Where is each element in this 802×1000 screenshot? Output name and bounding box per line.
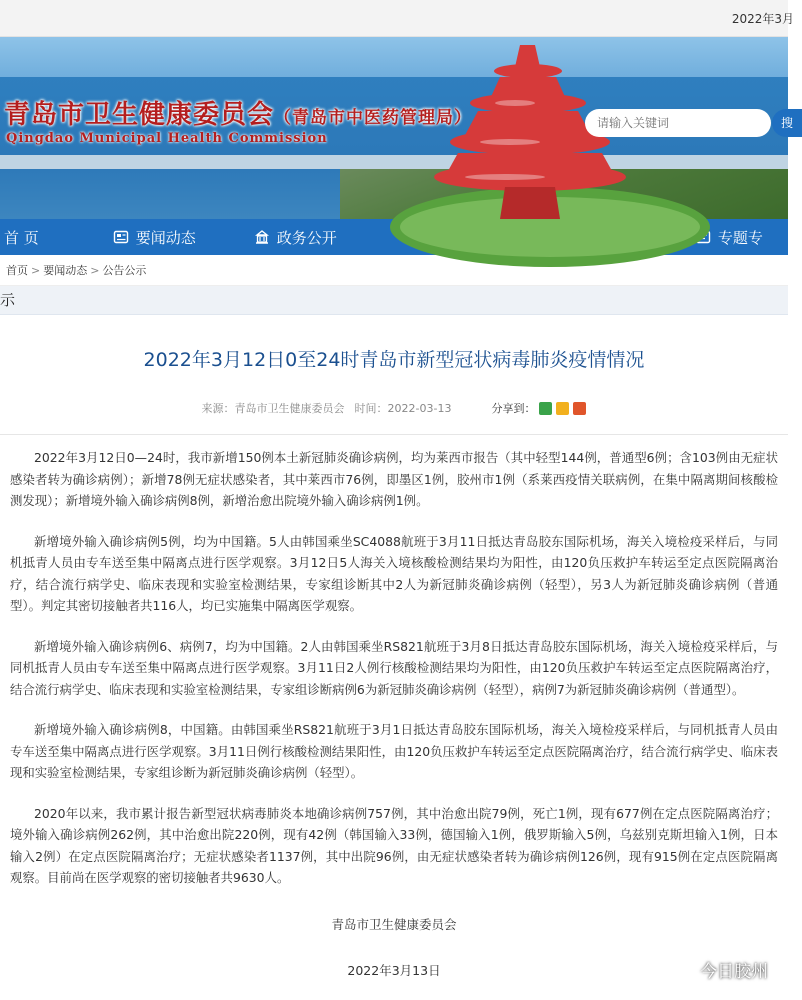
nav-news-label: 要闻动态 <box>135 228 196 247</box>
breadcrumb-news[interactable]: 要闻动态 <box>43 264 88 277</box>
weibo-share-icon[interactable] <box>573 402 586 415</box>
site-title-sub: （青岛市中医药管理局） <box>274 108 473 128</box>
news-icon <box>113 229 129 245</box>
article-paragraph: 新增境外输入确诊病例5例，均为中国籍。5人由韩国乘坐SC4088航班于3月11日抵达青岛胶东国际机场，海关入境检疫采样后，与同机抵青人员由专车送至集中隔离点进行医学观察。3月12日5人海关入境核酸检测结果均为阳性，由120负压救护车转运至定点医院隔离治疗，结合流行病学史、临床表现和实验室检测结果，专家组诊断其中2人为新冠肺炎确诊病例（轻型），另3人为新冠肺炎确诊病例（普通型）。判定其密切接触者共116人，均已实施集中隔离医学观察。 <box>10 533 778 613</box>
breadcrumb-notice[interactable]: 公告公示 <box>102 264 147 277</box>
section-heading: 示 <box>0 286 788 315</box>
source-value: 青岛市卫生健康委员会 <box>234 402 345 415</box>
nav-news[interactable] <box>113 219 196 255</box>
site-title-main: 青岛市卫生健康委员会 <box>4 100 275 130</box>
nav-gov-label: 政务公开 <box>276 228 337 247</box>
nav-home-label: 首 页 <box>4 228 39 247</box>
top-date: 2022年3月 <box>731 12 794 26</box>
article-signature-date: 2022年3月13日 <box>347 962 441 978</box>
site-title <box>4 94 472 131</box>
breadcrumb-home[interactable]: 首页 <box>6 264 28 277</box>
wechat-icon <box>668 959 694 981</box>
breadcrumb-separator: > <box>90 263 100 277</box>
source-label: 来源： <box>201 402 235 415</box>
article-paragraph: 2020年以来，我市累计报告新型冠状病毒肺炎本地确诊病例757例，其中治愈出院79例，死亡1例，现有677例在定点医院隔离治疗；境外输入确诊病例262例，其中治愈出院220例，现有42例（韩国输入33例，德国输入1例，俄罗斯输入5例，乌兹别克斯坦输入1例，日本输入2例）在定点医院隔离治疗；无症状感染者1137例，其中出院96例，由无症状感染者转为确诊病例126例，现有915例在定点医院隔离观察。目前尚在医学观察的密切接触者共9630人。 <box>10 805 778 885</box>
header-banner <box>0 37 793 219</box>
article-title: 2022年3月12日0至24时青岛市新型冠状病毒肺炎疫情情况 <box>143 349 645 371</box>
breadcrumb-separator: > <box>31 263 41 277</box>
site-title-en: Qingdao Municipal Health Commission <box>6 131 328 146</box>
article-paragraph: 2022年3月12日0—24时，我市新增150例本土新冠肺炎确诊病例，均为莱西市报告（其中轻型144例，普通型6例；含103例由无症状感染者转为确诊病例）；新增78例无症状感染者，其中莱西市76例，即墨区1例，胶州市1例（系莱西疫情关联病例，在集中隔离期间核酸检测发现）；新增境外输入确诊病例8例，新增治愈出院境外输入确诊病例1例。 <box>10 450 778 508</box>
watermark-text: 今日胶州 <box>700 962 768 982</box>
wechat-share-icon[interactable] <box>539 402 552 415</box>
time-label: 时间： <box>354 402 388 415</box>
article-meta <box>0 398 788 418</box>
watermark <box>668 957 768 982</box>
search-input[interactable] <box>585 109 771 137</box>
top-bar <box>0 0 794 37</box>
article-signature: 青岛市卫生健康委员会 <box>331 916 457 932</box>
breadcrumb <box>0 255 788 286</box>
qzone-share-icon[interactable] <box>556 402 569 415</box>
nav-home[interactable] <box>4 219 39 255</box>
building-icon <box>254 229 270 245</box>
divider <box>0 434 788 435</box>
search-button[interactable]: 搜 <box>772 109 802 137</box>
article-body <box>0 447 788 889</box>
article-paragraph: 新增境外输入确诊病例8，中国籍。由韩国乘坐RS821航班于3月1日抵达青岛胶东国际机场，海关入境检疫采样后，与同机抵青人员由专车送至集中隔离点进行医学观察。3月11日例行核酸检测结果阳性，由120负压救护车转运至定点医院隔离治疗，结合流行病学史、临床表现和实验室检测结果，专家组诊断为新冠肺炎确诊病例（轻型）。 <box>10 722 778 780</box>
article-paragraph: 新增境外输入确诊病例6、病例7，均为中国籍。2人由韩国乘坐RS821航班于3月8日抵达青岛胶东国际机场，海关入境检疫采样后，与同机抵青人员由专车送至集中隔离点进行医学观察。3月11日2人例行核酸检测结果均为阳性，由120负压救护车转运至定点医院隔离治疗，结合流行病学史、临床表现和实验室检测结果，专家组诊断病例6为新冠肺炎确诊病例（轻型），病例7为新冠肺炎确诊病例（普通型）。 <box>10 638 778 697</box>
share-label: 分享到： <box>491 402 536 415</box>
nav-topic-label: 专题专 <box>717 228 763 247</box>
nav-gov[interactable] <box>254 219 337 255</box>
time-value: 2022-03-13 <box>387 401 452 415</box>
